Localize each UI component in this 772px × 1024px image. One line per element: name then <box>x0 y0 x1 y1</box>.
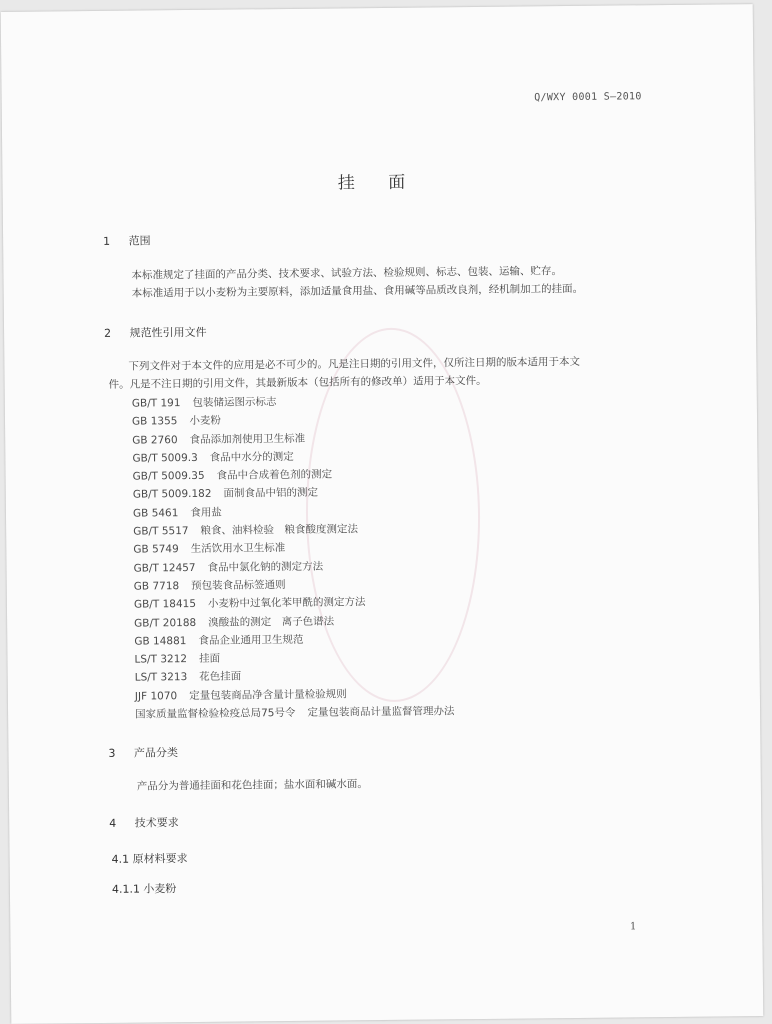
reference-code: LS/T 3213 <box>134 671 188 685</box>
reference-list <box>132 391 455 724</box>
scope-paragraph-2: 本标准适用于以小麦粉为主要原料，添加适量食用盐、食用碱等品质改良剂，经机制加工的挂面。 <box>131 282 584 300</box>
reference-code: GB 14881 <box>134 634 187 648</box>
reference-code: 国家质量监督检验检疫总局75号令 <box>135 706 296 721</box>
reference-name: 包装储运图示标志 <box>192 396 277 409</box>
reference-code: GB/T 191 <box>131 397 181 410</box>
reference-name: 小麦粉中过氧化苯甲酰的测定方法 <box>207 596 366 611</box>
subsection-4-1-1: 4.1.1 小麦粉 <box>111 882 177 896</box>
document-title: 挂 面 <box>337 172 420 194</box>
page-number: 1 <box>629 921 637 933</box>
reference-name: 生活饮用水卫生标准 <box>190 542 286 556</box>
refs-intro-line-1: 下列文件对于本文件的应用是必不可少的。凡是注日期的引用文件，仅所注日期的版本适用于本文 <box>128 355 580 373</box>
reference-code: JJF 1070 <box>134 689 178 703</box>
reference-code: GB 7718 <box>133 580 180 593</box>
section-4-heading <box>109 814 179 831</box>
classification-paragraph: 产品分为普通挂面和花色挂面；盐水面和碱水面。 <box>136 778 368 793</box>
section-title: 技术要求 <box>134 816 179 830</box>
reference-name: 定量包装商品计量监督管理办法 <box>307 705 455 719</box>
reference-name: 粮食、油料检验 粮食酸度测定法 <box>200 523 359 537</box>
reference-name: 挂面 <box>198 652 221 666</box>
section-number: 1 <box>103 234 111 248</box>
reference-code: GB/T 5517 <box>133 525 189 538</box>
section-1-heading <box>103 232 151 248</box>
reference-name: 食用盐 <box>190 506 222 519</box>
reference-name: 食品中水分的测定 <box>209 450 294 464</box>
section-number: 3 <box>108 746 116 760</box>
document-page <box>1 4 764 1024</box>
reference-name: 食品企业通用卫生规范 <box>198 633 304 647</box>
reference-name: 花色挂面 <box>199 670 242 684</box>
reference-code: GB/T 18415 <box>133 598 197 611</box>
section-title: 产品分类 <box>133 746 179 760</box>
scope-paragraph-1: 本标准规定了挂面的产品分类、技术要求、试验方法、检验规则、标志、包装、运输、贮存。 <box>131 265 563 282</box>
reference-code: GB/T 5009.35 <box>132 470 205 483</box>
reference-code: GB/T 5009.182 <box>132 488 212 502</box>
refs-intro-line-2: 件。凡是不注日期的引用文件，其最新版本（包括所有的修改单）适用于本文件。 <box>108 374 487 391</box>
reference-code: GB/T 12457 <box>133 561 196 575</box>
section-title: 范围 <box>128 234 151 248</box>
subsection-4-1: 4.1 原材料要求 <box>111 852 188 866</box>
reference-code: GB 5461 <box>132 506 179 520</box>
reference-code: GB/T 20188 <box>134 616 197 630</box>
reference-name: 面制食品中铝的测定 <box>223 487 319 501</box>
reference-code: GB 2760 <box>132 433 178 447</box>
reference-name: 食品中氯化钠的测定方法 <box>207 560 324 574</box>
reference-name: 溴酸盐的测定 离子色谱法 <box>208 615 335 629</box>
section-2-heading <box>104 324 207 341</box>
reference-name: 食品中合成着色剂的测定 <box>216 468 333 482</box>
reference-code: GB 5749 <box>133 543 179 556</box>
reference-name: 小麦粉 <box>189 414 221 428</box>
reference-name: 食品添加剂使用卫生标准 <box>189 432 306 446</box>
reference-code: GB 1355 <box>131 415 178 428</box>
document-code: Q/WXY 0001 S—2010 <box>534 91 642 104</box>
reference-name: 预包装食品标签通则 <box>191 578 286 592</box>
reference-name: 定量包装商品净含量计量检验规则 <box>189 688 347 702</box>
reference-item <box>135 702 455 724</box>
section-number: 2 <box>104 326 112 340</box>
section-title: 规范性引用文件 <box>129 325 207 340</box>
section-number: 4 <box>109 816 117 830</box>
reference-code: LS/T 3212 <box>134 653 188 666</box>
reference-code: GB/T 5009.3 <box>132 451 198 465</box>
section-3-heading <box>108 744 178 761</box>
